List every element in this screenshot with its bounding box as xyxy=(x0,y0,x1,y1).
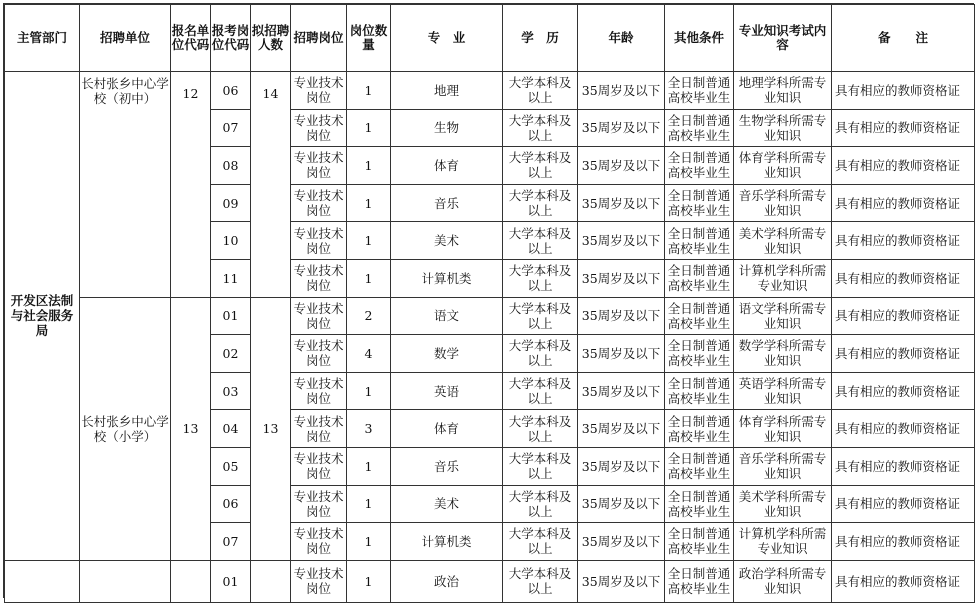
recruitment-table xyxy=(4,4,975,603)
remark-cell: 具有相应的教师资格证 xyxy=(832,259,975,297)
major-cell: 计算机类 xyxy=(391,523,503,561)
post-cell: 专业技术岗位 xyxy=(291,297,347,335)
edu-cell: 大学本科及以上 xyxy=(503,335,578,373)
header-major: 专 业 xyxy=(391,5,503,72)
remark-cell: 具有相应的教师资格证 xyxy=(832,297,975,335)
major-cell: 体育 xyxy=(391,147,503,185)
edu-cell: 大学本科及以上 xyxy=(503,447,578,485)
other-cell: 全日制普通高校毕业生 xyxy=(665,222,734,260)
header-planned: 拟招聘人数 xyxy=(251,5,291,72)
post-code-cell: 11 xyxy=(211,259,251,297)
other-cell: 全日制普通高校毕业生 xyxy=(665,259,734,297)
exam-cell: 地理学科所需专业知识 xyxy=(734,72,832,110)
post-code-cell: 01 xyxy=(211,560,251,602)
post-cell: 专业技术岗位 xyxy=(291,447,347,485)
header-row xyxy=(5,5,975,72)
exam-cell: 计算机学科所需专业知识 xyxy=(734,259,832,297)
exam-cell: 政治学科所需专业知识 xyxy=(734,560,832,602)
major-cell: 音乐 xyxy=(391,447,503,485)
age-cell: 35周岁及以下 xyxy=(578,372,665,410)
age-cell: 35周岁及以下 xyxy=(578,410,665,448)
post-code-cell: 05 xyxy=(211,447,251,485)
major-cell: 美术 xyxy=(391,222,503,260)
post-cell: 专业技术岗位 xyxy=(291,72,347,110)
post-code-cell: 01 xyxy=(211,297,251,335)
age-cell: 35周岁及以下 xyxy=(578,335,665,373)
age-cell: 35周岁及以下 xyxy=(578,560,665,602)
post-cell: 专业技术岗位 xyxy=(291,372,347,410)
department-cell xyxy=(5,560,80,602)
count-cell: 1 xyxy=(347,184,391,222)
header-count: 岗位数量 xyxy=(347,5,391,72)
major-cell: 地理 xyxy=(391,72,503,110)
post-cell: 专业技术岗位 xyxy=(291,109,347,147)
edu-cell: 大学本科及以上 xyxy=(503,523,578,561)
major-cell: 计算机类 xyxy=(391,259,503,297)
exam-cell: 音乐学科所需专业知识 xyxy=(734,447,832,485)
other-cell: 全日制普通高校毕业生 xyxy=(665,297,734,335)
count-cell: 1 xyxy=(347,372,391,410)
remark-cell: 具有相应的教师资格证 xyxy=(832,447,975,485)
unit-code-cell xyxy=(171,560,211,602)
header-other: 其他条件 xyxy=(665,5,734,72)
age-cell: 35周岁及以下 xyxy=(578,184,665,222)
edu-cell: 大学本科及以上 xyxy=(503,222,578,260)
other-cell: 全日制普通高校毕业生 xyxy=(665,523,734,561)
remark-cell: 具有相应的教师资格证 xyxy=(832,372,975,410)
header-exam: 专业知识考试内容 xyxy=(734,5,832,72)
department-cell: 开发区法制与社会服务局 xyxy=(5,72,80,561)
post-code-cell: 10 xyxy=(211,222,251,260)
major-cell: 英语 xyxy=(391,372,503,410)
exam-cell: 体育学科所需专业知识 xyxy=(734,410,832,448)
post-code-cell: 03 xyxy=(211,372,251,410)
header-edu: 学 历 xyxy=(503,5,578,72)
table-row xyxy=(5,560,975,602)
edu-cell: 大学本科及以上 xyxy=(503,297,578,335)
table-row xyxy=(5,72,975,110)
count-cell: 1 xyxy=(347,222,391,260)
exam-cell: 英语学科所需专业知识 xyxy=(734,372,832,410)
count-cell: 1 xyxy=(347,560,391,602)
age-cell: 35周岁及以下 xyxy=(578,222,665,260)
post-code-cell: 08 xyxy=(211,147,251,185)
other-cell: 全日制普通高校毕业生 xyxy=(665,410,734,448)
remark-cell: 具有相应的教师资格证 xyxy=(832,222,975,260)
other-cell: 全日制普通高校毕业生 xyxy=(665,109,734,147)
age-cell: 35周岁及以下 xyxy=(578,485,665,523)
remark-cell: 具有相应的教师资格证 xyxy=(832,184,975,222)
count-cell: 1 xyxy=(347,259,391,297)
edu-cell: 大学本科及以上 xyxy=(503,485,578,523)
header-post-code: 报考岗位代码 xyxy=(211,5,251,72)
header-post: 招聘岗位 xyxy=(291,5,347,72)
count-cell: 1 xyxy=(347,523,391,561)
remark-cell: 具有相应的教师资格证 xyxy=(832,335,975,373)
post-code-cell: 07 xyxy=(211,109,251,147)
major-cell: 生物 xyxy=(391,109,503,147)
count-cell: 1 xyxy=(347,147,391,185)
planned-cell: 13 xyxy=(251,297,291,560)
header-remark: 备 注 xyxy=(832,5,975,72)
exam-cell: 体育学科所需专业知识 xyxy=(734,147,832,185)
unit-code-cell: 13 xyxy=(171,297,211,560)
unit-code-cell: 12 xyxy=(171,72,211,298)
remark-cell: 具有相应的教师资格证 xyxy=(832,410,975,448)
remark-cell: 具有相应的教师资格证 xyxy=(832,523,975,561)
header-dept: 主管部门 xyxy=(5,5,80,72)
other-cell: 全日制普通高校毕业生 xyxy=(665,485,734,523)
post-cell: 专业技术岗位 xyxy=(291,147,347,185)
post-cell: 专业技术岗位 xyxy=(291,335,347,373)
post-cell: 专业技术岗位 xyxy=(291,184,347,222)
exam-cell: 语文学科所需专业知识 xyxy=(734,297,832,335)
age-cell: 35周岁及以下 xyxy=(578,297,665,335)
exam-cell: 计算机学科所需专业知识 xyxy=(734,523,832,561)
planned-cell: 14 xyxy=(251,72,291,298)
other-cell: 全日制普通高校毕业生 xyxy=(665,372,734,410)
other-cell: 全日制普通高校毕业生 xyxy=(665,184,734,222)
major-cell: 语文 xyxy=(391,297,503,335)
post-code-cell: 04 xyxy=(211,410,251,448)
remark-cell: 具有相应的教师资格证 xyxy=(832,560,975,602)
other-cell: 全日制普通高校毕业生 xyxy=(665,335,734,373)
post-cell: 专业技术岗位 xyxy=(291,410,347,448)
remark-cell: 具有相应的教师资格证 xyxy=(832,109,975,147)
edu-cell: 大学本科及以上 xyxy=(503,72,578,110)
post-code-cell: 06 xyxy=(211,485,251,523)
age-cell: 35周岁及以下 xyxy=(578,259,665,297)
unit-cell xyxy=(80,560,171,602)
exam-cell: 美术学科所需专业知识 xyxy=(734,222,832,260)
header-unit-code: 报名单位代码 xyxy=(171,5,211,72)
unit-cell: 长村张乡中心学校（初中） xyxy=(80,72,171,298)
edu-cell: 大学本科及以上 xyxy=(503,410,578,448)
count-cell: 4 xyxy=(347,335,391,373)
major-cell: 数学 xyxy=(391,335,503,373)
count-cell: 3 xyxy=(347,410,391,448)
count-cell: 1 xyxy=(347,485,391,523)
major-cell: 政治 xyxy=(391,560,503,602)
remark-cell: 具有相应的教师资格证 xyxy=(832,72,975,110)
edu-cell: 大学本科及以上 xyxy=(503,109,578,147)
exam-cell: 音乐学科所需专业知识 xyxy=(734,184,832,222)
planned-cell xyxy=(251,560,291,602)
post-cell: 专业技术岗位 xyxy=(291,259,347,297)
edu-cell: 大学本科及以上 xyxy=(503,560,578,602)
post-cell: 专业技术岗位 xyxy=(291,523,347,561)
age-cell: 35周岁及以下 xyxy=(578,523,665,561)
header-age: 年龄 xyxy=(578,5,665,72)
count-cell: 1 xyxy=(347,109,391,147)
major-cell: 美术 xyxy=(391,485,503,523)
age-cell: 35周岁及以下 xyxy=(578,147,665,185)
recruitment-table-sheet xyxy=(3,3,974,598)
remark-cell: 具有相应的教师资格证 xyxy=(832,147,975,185)
post-code-cell: 07 xyxy=(211,523,251,561)
major-cell: 体育 xyxy=(391,410,503,448)
exam-cell: 美术学科所需专业知识 xyxy=(734,485,832,523)
post-code-cell: 02 xyxy=(211,335,251,373)
post-cell: 专业技术岗位 xyxy=(291,222,347,260)
count-cell: 1 xyxy=(347,447,391,485)
post-code-cell: 09 xyxy=(211,184,251,222)
age-cell: 35周岁及以下 xyxy=(578,72,665,110)
unit-cell: 长村张乡中心学校（小学） xyxy=(80,297,171,560)
edu-cell: 大学本科及以上 xyxy=(503,147,578,185)
other-cell: 全日制普通高校毕业生 xyxy=(665,560,734,602)
other-cell: 全日制普通高校毕业生 xyxy=(665,147,734,185)
post-cell: 专业技术岗位 xyxy=(291,560,347,602)
other-cell: 全日制普通高校毕业生 xyxy=(665,72,734,110)
age-cell: 35周岁及以下 xyxy=(578,109,665,147)
major-cell: 音乐 xyxy=(391,184,503,222)
edu-cell: 大学本科及以上 xyxy=(503,372,578,410)
count-cell: 2 xyxy=(347,297,391,335)
edu-cell: 大学本科及以上 xyxy=(503,259,578,297)
post-cell: 专业技术岗位 xyxy=(291,485,347,523)
exam-cell: 数学学科所需专业知识 xyxy=(734,335,832,373)
post-code-cell: 06 xyxy=(211,72,251,110)
header-unit: 招聘单位 xyxy=(80,5,171,72)
count-cell: 1 xyxy=(347,72,391,110)
exam-cell: 生物学科所需专业知识 xyxy=(734,109,832,147)
table-row xyxy=(5,297,975,335)
age-cell: 35周岁及以下 xyxy=(578,447,665,485)
other-cell: 全日制普通高校毕业生 xyxy=(665,447,734,485)
remark-cell: 具有相应的教师资格证 xyxy=(832,485,975,523)
edu-cell: 大学本科及以上 xyxy=(503,184,578,222)
